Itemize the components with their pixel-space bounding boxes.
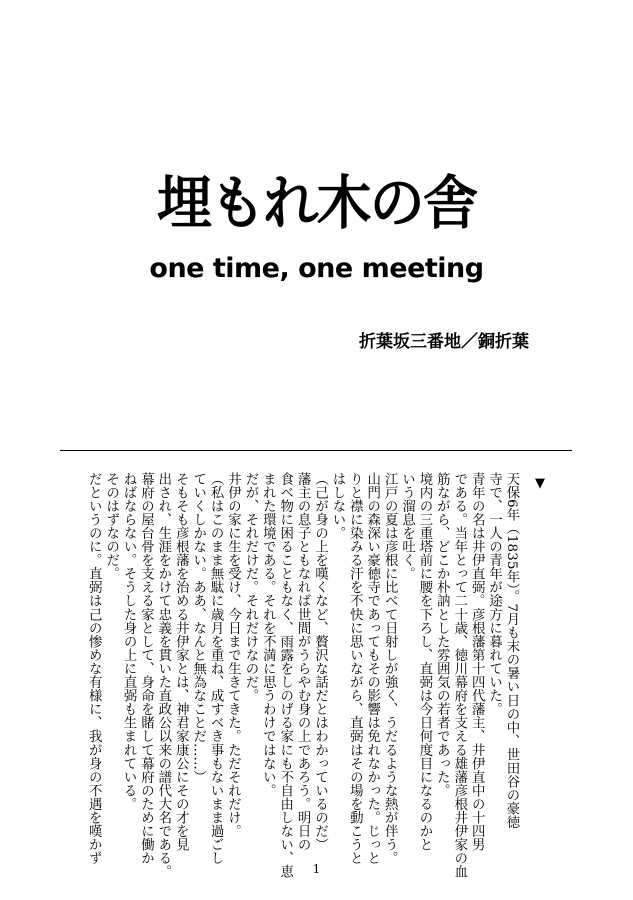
body-line: 井伊の家に生を受け、今日まで生きてきた。ただそれだけ。 [225, 472, 241, 838]
author-line: 折葉坂三番地／銅折葉 [359, 332, 529, 352]
divider-rule [60, 450, 572, 451]
body-line: 食べ物に困ることもなく、雨露をしのげる家にも不自由しない、恵 [277, 472, 293, 879]
body-line: だが、それだけだ。それだけなのだ。 [242, 472, 258, 703]
body-line: 山門の森深い豪徳寺であってもその影響は免れなかった。じっと [364, 472, 380, 865]
body-line: りと襟に染みる汗を不快に思いながら、直弼はその場を動こうと [347, 472, 363, 865]
body-line: 藩主の息子ともなれば世間がうらやむ身の上であろう。明日の [295, 472, 311, 852]
body-line: 江戸の夏は彦根に比べて日射しが強く、うだるような熱が伴う。 [382, 472, 398, 865]
book-title: 埋もれ木の舎 [156, 169, 477, 237]
body-line: 天保6年（1835年）。7月も末の暑い日の中、世田谷の豪徳 [504, 472, 519, 829]
body-line: 境内の三重塔前に腰を下ろし、直弼は今日何度目になるのかと [416, 472, 432, 852]
body-line: 寺で、一人の青年が途方に暮れていた。 [486, 472, 502, 716]
body-line: （私はこのまま無駄に歳月を重ね、成すべき事もないまま過ごし [208, 472, 224, 865]
body-line: そのはずなのだ。 [103, 472, 119, 581]
body-line: 出され、生涯をかけて忠義を貫いた直政公以来の譜代大名である。 [155, 472, 171, 879]
body-line: まれた環境である。それを不満に思うわけではない。 [260, 472, 276, 798]
body-line: 幕府の屋台骨を支える家として、身命を賭して幕府のために働か [138, 472, 154, 865]
body-line: はしない。 [329, 472, 345, 540]
body-line: そもそも彦根藩を治める井伊家とは、神君家康公にその才を見 [173, 472, 189, 852]
book-subtitle: one time, one meeting [149, 253, 484, 284]
body-line: （己が身の上を嘆くなど、贅沢な話だとはわかっているのだ） [312, 472, 328, 852]
story-body [86, 472, 520, 879]
body-line: いう溜息を吐く。 [399, 472, 415, 581]
page-number: 1 [312, 862, 321, 876]
body-line: だというのに。直弼は己の惨めな有様に、我が身の不遇を嘆かず [86, 472, 102, 865]
section-marker-icon: ▼ [535, 476, 545, 491]
body-line: 青年の名は井伊直弼。彦根藩第十四代藩主、井伊直中の十四男 [469, 472, 485, 852]
body-line: ねばならない。そうした身の上に直弼も生まれている。 [121, 472, 137, 811]
body-line: 筋ながら、どこか朴訥とした雰囲気の若者であった。 [434, 472, 450, 798]
body-line: である。当年とって二十歳、徳川幕府を支える雄藩彦根井伊家の血 [451, 472, 467, 879]
body-line: ていくしかない。ああ、なんと無為なことだ……） [190, 472, 206, 784]
